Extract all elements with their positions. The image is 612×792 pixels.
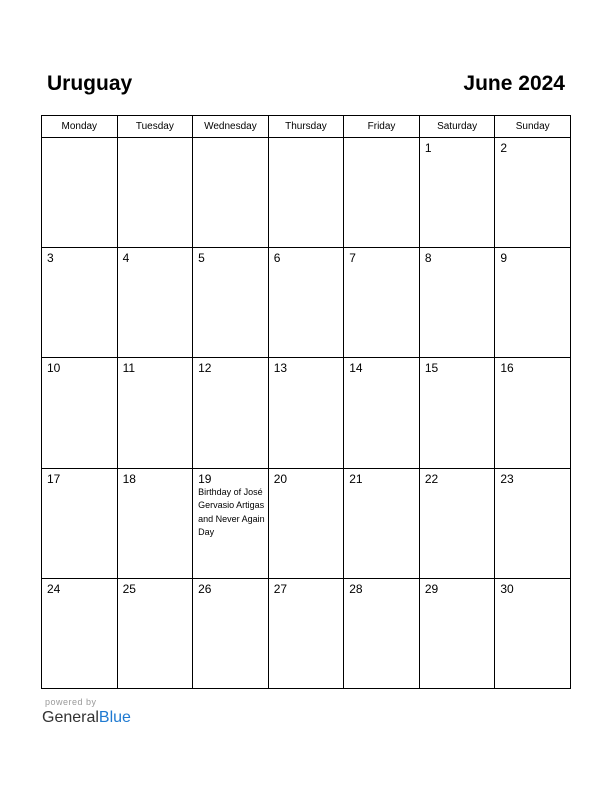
day-number xyxy=(344,138,419,141)
day-number: 19 xyxy=(198,471,212,486)
day-cell xyxy=(344,138,420,248)
day-number: 28 xyxy=(349,581,363,596)
day-cell xyxy=(193,468,269,578)
day-cell xyxy=(344,468,420,578)
day-number: 9 xyxy=(500,251,508,266)
day-cell xyxy=(268,248,344,358)
day-number xyxy=(193,138,268,141)
day-number xyxy=(269,138,344,141)
day-cell xyxy=(419,248,495,358)
logo-general-text: General xyxy=(42,709,99,726)
weekday-sunday: Sunday xyxy=(495,116,571,138)
day-cell xyxy=(42,138,118,248)
weekday-friday: Friday xyxy=(344,116,420,138)
day-cell xyxy=(193,248,269,358)
day-cell xyxy=(193,138,269,248)
day-cell xyxy=(42,358,118,468)
day-number: 15 xyxy=(424,361,439,376)
weekday-saturday: Saturday xyxy=(419,116,495,138)
day-number: 27 xyxy=(273,581,288,596)
calendar-grid xyxy=(41,115,571,689)
day-number: 5 xyxy=(198,251,205,266)
day-number xyxy=(42,138,117,141)
day-number: 24 xyxy=(47,581,61,596)
generalblue-logo[interactable] xyxy=(42,708,131,728)
day-number: 16 xyxy=(500,361,514,376)
weekday-monday: Monday xyxy=(42,116,118,138)
day-number: 23 xyxy=(500,471,514,486)
day-cell xyxy=(268,358,344,468)
weekday-tuesday: Tuesday xyxy=(117,116,193,138)
day-cell xyxy=(117,468,193,578)
week-row xyxy=(42,358,571,468)
day-cell xyxy=(117,138,193,248)
month-title: June 2024 xyxy=(463,72,565,95)
day-cell xyxy=(268,468,344,578)
day-number: 2 xyxy=(500,141,508,155)
day-number: 11 xyxy=(122,361,136,376)
day-number xyxy=(118,138,193,141)
day-cell xyxy=(193,578,269,688)
day-cell xyxy=(419,138,495,248)
day-number: 6 xyxy=(273,251,281,266)
day-cell xyxy=(419,578,495,688)
day-number: 10 xyxy=(47,361,61,376)
holiday-event: Birthday of José Gervasio Artigas and Never Again Day xyxy=(198,486,265,538)
day-cell xyxy=(344,578,420,688)
day-number: 8 xyxy=(424,251,432,266)
day-number: 25 xyxy=(122,581,136,596)
day-cell xyxy=(268,138,344,248)
day-cell xyxy=(117,248,193,358)
day-number: 20 xyxy=(273,471,288,486)
day-cell xyxy=(344,248,420,358)
day-cell xyxy=(42,468,118,578)
day-number: 12 xyxy=(198,361,212,376)
logo-blue-text: Blue xyxy=(98,709,131,726)
week-row xyxy=(42,578,571,688)
day-cell xyxy=(42,248,118,358)
day-cell xyxy=(193,358,269,468)
day-cell xyxy=(42,578,118,688)
day-number: 7 xyxy=(349,251,356,266)
day-cell xyxy=(495,138,571,248)
day-number: 14 xyxy=(349,361,363,376)
day-cell xyxy=(495,358,571,468)
day-cell xyxy=(495,578,571,688)
day-cell xyxy=(495,468,571,578)
day-number: 18 xyxy=(122,471,136,486)
day-cell xyxy=(117,578,193,688)
day-number: 29 xyxy=(424,581,439,596)
day-cell xyxy=(344,358,420,468)
day-number: 21 xyxy=(349,471,363,486)
week-row xyxy=(42,138,571,248)
weekday-header-row xyxy=(42,116,571,138)
weekday-thursday: Thursday xyxy=(268,116,344,138)
day-number: 4 xyxy=(122,251,130,266)
day-cell xyxy=(419,468,495,578)
day-number: 13 xyxy=(273,361,288,376)
day-cell xyxy=(117,358,193,468)
day-cell xyxy=(268,578,344,688)
day-number: 17 xyxy=(47,471,61,486)
powered-by-label: powered by xyxy=(45,697,97,707)
day-cell xyxy=(495,248,571,358)
country-title: Uruguay xyxy=(47,72,133,95)
week-row xyxy=(42,468,571,578)
week-row xyxy=(42,248,571,358)
day-number: 1 xyxy=(424,141,432,155)
weekday-wednesday: Wednesday xyxy=(193,116,269,138)
day-number: 22 xyxy=(424,471,439,486)
day-number: 30 xyxy=(500,581,514,596)
day-number: 26 xyxy=(198,581,212,596)
day-number: 3 xyxy=(47,251,54,266)
day-cell xyxy=(419,358,495,468)
